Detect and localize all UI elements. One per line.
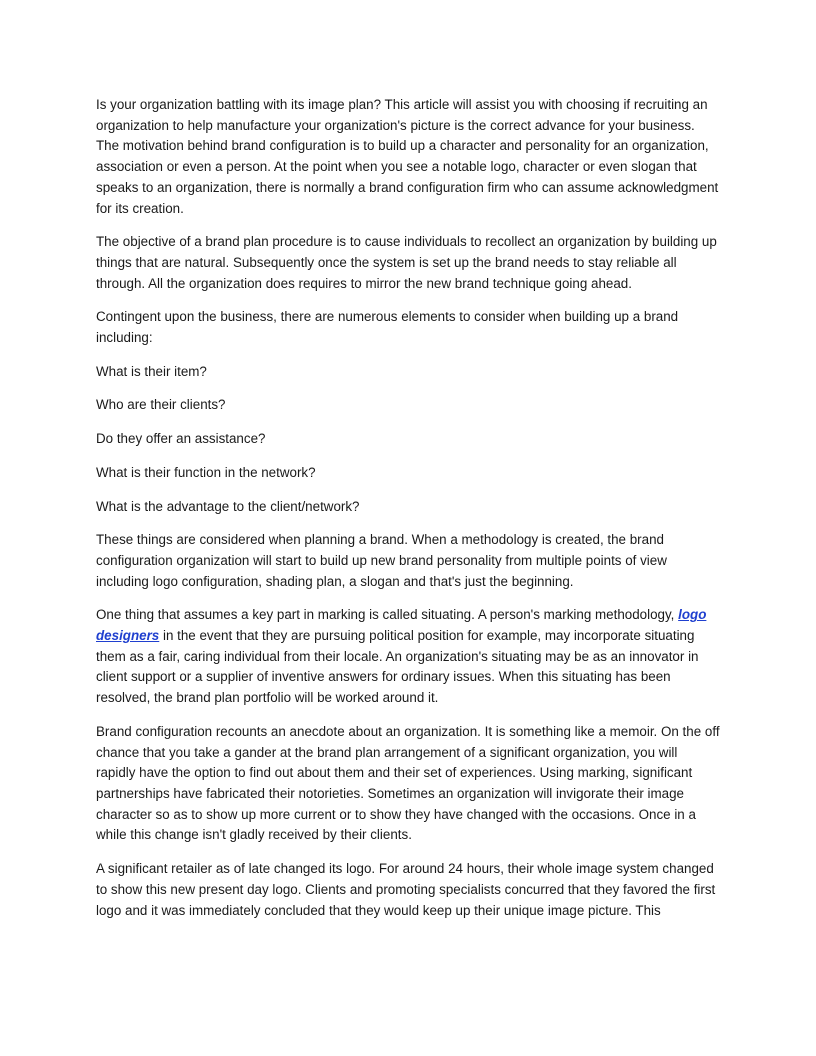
paragraph-objective: The objective of a brand plan procedure is to cause individuals to recollect an organization by building up things that are natural. Subsequently once the system is set up the brand needs to stay reliable all through. All the organization does requires to mirror the new brand technique going ahead. — [96, 234, 717, 291]
paragraph-situating — [96, 605, 720, 709]
situating-text-before: One thing that assumes a key part in marking is called situating. A person's marking methodology, — [96, 607, 679, 623]
situating-text-after: in the event that they are pursuing political position for example, may incorporate situating them as a fair, caring individual from their locale. An organization's situating may be as an innovator in client support or a supplier of inventive answers for ordinary issues. When this situating has been resolved, the brand plan portfolio will be worked around it. — [96, 628, 699, 706]
paragraph-contingent: Contingent upon the business, there are numerous elements to consider when building up a brand including: — [96, 309, 679, 346]
paragraph-memoir: Brand configuration recounts an anecdote about an organization. It is something like a memoir. On the off chance that you take a gander at the brand plan arrangement of a significant organization, you will rapidly have the option to find out about them and their set of experiences. Using marking, significant partnerships have fabricated their notorieties. Sometimes an organization will invigorate their image character so as to show up more current or to show they have changed with the occasions. Once in a while this change isn't gladly received by their clients. — [96, 723, 720, 843]
paragraph-retailer: A significant retailer as of late changed its logo. For around 24 hours, their whole image system changed to show this new present day logo. Clients and promoting specialists concurred that they favored the first logo and it was immediately concluded that they would keep up their unique image picture. This — [96, 861, 716, 918]
paragraph-intro: Is your organization battling with its image plan? This article will assist you with choosing if recruiting an organization to help manufacture your organization's picture is the correct advance for your business. The motivation behind brand configuration is to build up a character and personality for an organization, association or even a person. At the point when you see a notable logo, character or even slogan that speaks to an organization, there is normally a brand configuration firm who can assume acknowledgment for its creation. — [96, 97, 719, 216]
logo-designers-link[interactable]: logo designers — [96, 607, 707, 644]
paragraph-planning: These things are considered when planning a brand. When a methodology is created, the brand configuration organization will start to build up new brand personality from multiple points of view including logo configuration, shading plan, a slogan and that's just the beginning. — [96, 532, 667, 589]
question-advantage: What is the advantage to the client/network? — [96, 498, 360, 514]
question-item: What is their item? — [96, 363, 207, 379]
question-function: What is their function in the network? — [96, 464, 316, 480]
question-assistance: Do they offer an assistance? — [96, 431, 266, 447]
question-clients: Who are their clients? — [96, 397, 226, 413]
